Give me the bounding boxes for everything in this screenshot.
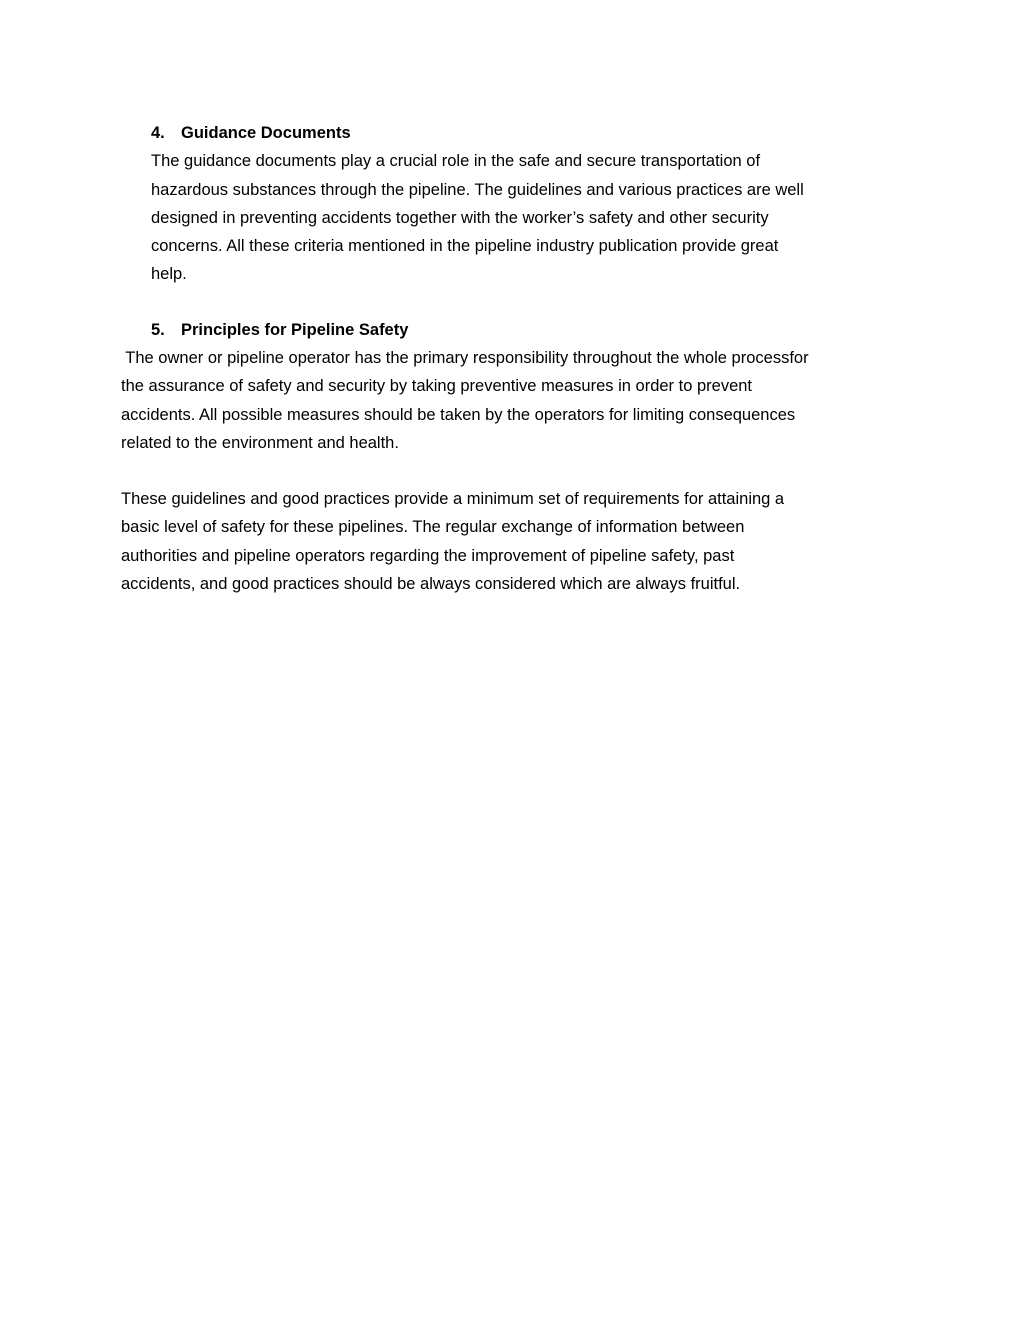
closing-paragraph [121,485,784,598]
section-number: 5. [151,321,165,339]
body-line: the assurance of safety and security by taking preventive measures in order to prevent [121,377,753,396]
body-line: related to the environment and health. [121,433,399,452]
section-principles-heading [151,316,408,344]
section-heading [151,119,804,147]
body-line: accidents, and good practices should be always considered which are always fruitful. [121,574,741,593]
body-line: help. [151,265,187,284]
body-line: basic level of safety for these pipelines. The regular exchange of information between [121,518,745,537]
section-guidance-documents [151,119,804,289]
section-number: 4. [151,124,165,142]
section-heading [151,316,408,344]
body-line: concerns. All these criteria mentioned in the pipeline industry publication provide great [151,237,779,256]
body-line: The owner or pipeline operator has the primary responsibility throughout the whole processfor [121,349,809,367]
body-line: The guidance documents play a crucial role in the safe and secure transportation of [151,152,761,171]
body-line: accidents. All possible measures should be taken by the operators for limiting consequences [121,405,796,424]
body-line: These guidelines and good practices provide a minimum set of requirements for attaining a [121,490,785,508]
body-line: authorities and pipeline operators regarding the improvement of pipeline safety, past [121,546,735,565]
section-title: Guidance Documents [181,124,351,142]
body-line: hazardous substances through the pipeline. The guidelines and various practices are well [151,180,804,199]
section-title: Principles for Pipeline Safety [181,321,409,339]
section-principles-body [121,344,809,457]
body-line: designed in preventing accidents together with the worker’s safety and other security [151,208,769,227]
